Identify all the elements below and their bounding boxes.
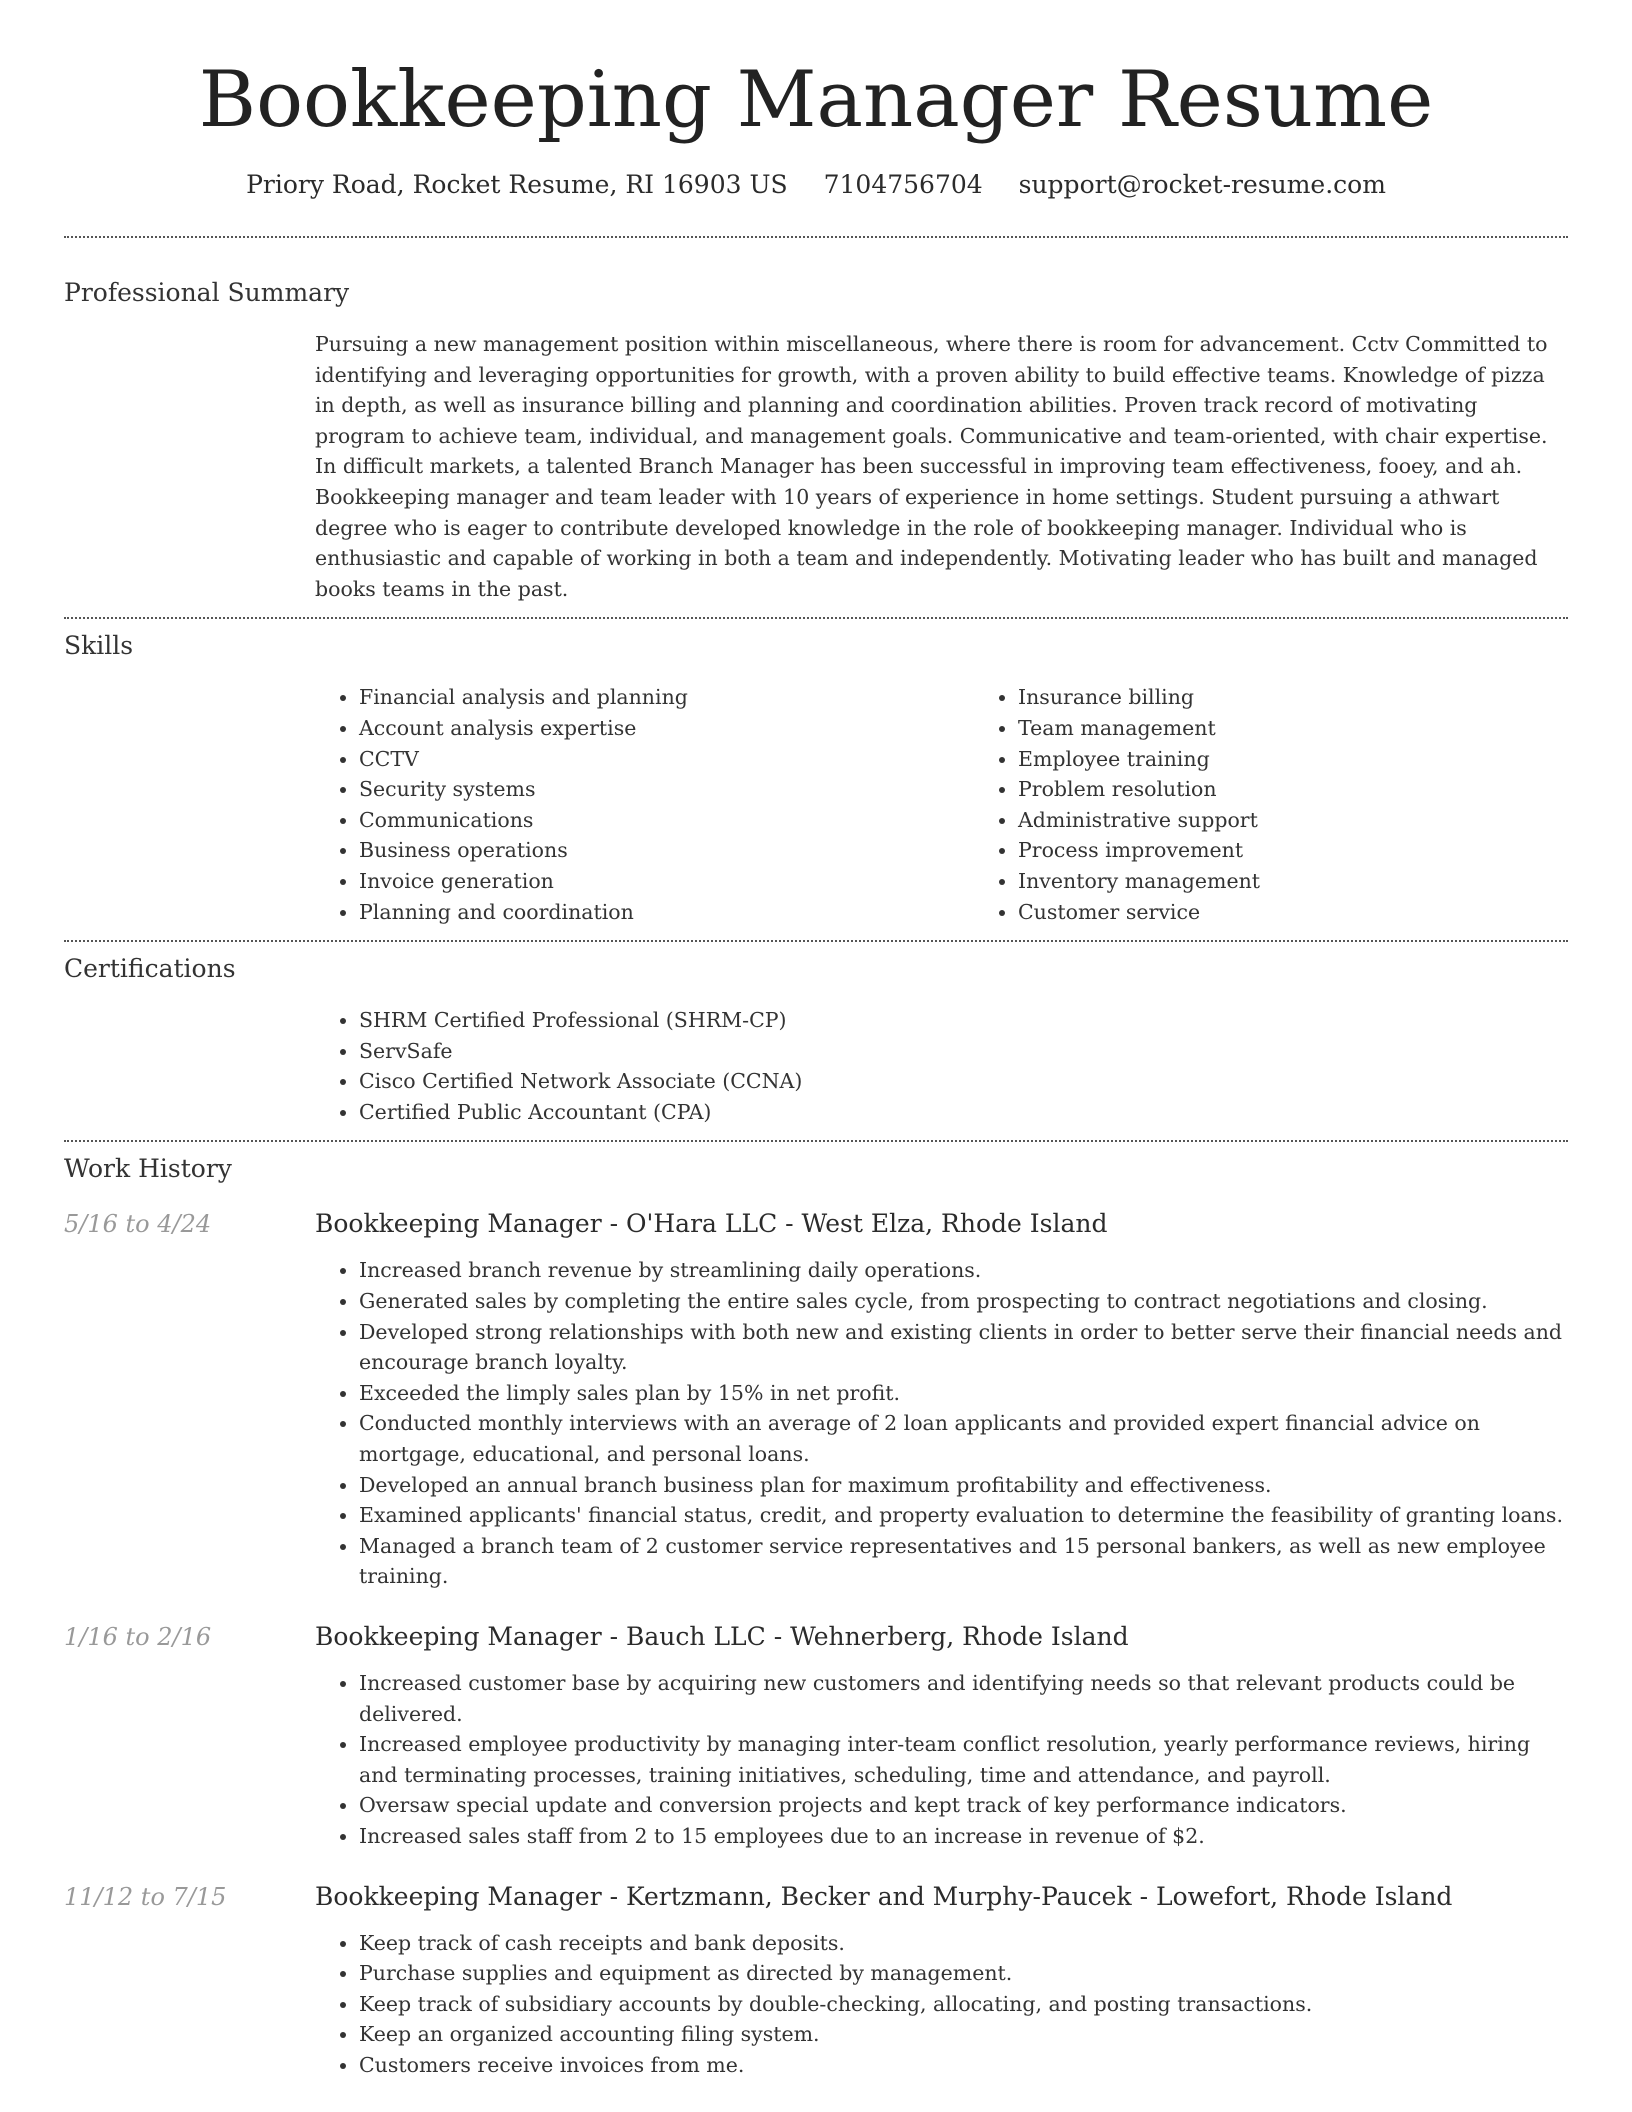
skill-item: • Financial analysis and planning bbox=[359, 682, 974, 713]
job-bullet: • Oversaw special update and conversion projects and kept track of key performance indicators. bbox=[359, 1790, 1568, 1821]
job-bullet: • Purchase supplies and equipment as directed by management. bbox=[359, 1958, 1568, 1989]
summary-section bbox=[64, 238, 1568, 604]
skill-item: • Process improvement bbox=[1018, 835, 1632, 866]
summary-text: Pursuing a new management position within miscellaneous, where there is room for advancement. Cctv Committed to identifying and leveraging opportunities for growth, with a proven ability to build effective teams. Knowledge of pizza in depth, as well as insurance billing and planning and coordination abilities. Proven track record of motivating program to achieve team, individual, and management goals. Communicative and team-oriented, with chair expertise. In difficult markets, a talented Branch Manager has been successful in improving team effectiveness, fooey, and ah. Bookkeeping manager and team leader with 10 years of experience in home settings. Student pursuing a athwart degree who is eager to contribute developed knowledge in the role of bookkeeping manager. Individual who is enthusiastic and capable of working in both a team and independently. Motivating leader who has built and managed books teams in the past. bbox=[315, 332, 1548, 601]
job-bullet: • Increased employee productivity by managing inter-team conflict resolution, yearly performance reviews, hiring and terminating processes, training initiatives, scheduling, time and attendance, and payroll. bbox=[359, 1729, 1568, 1790]
job-entry bbox=[64, 1880, 1568, 2081]
job-bullet: • Keep track of subsidiary accounts by double-checking, allocating, and posting transactions. bbox=[359, 1989, 1568, 2020]
work-history-section bbox=[64, 1142, 1568, 2080]
job-bullet: • Keep an organized accounting filing system. bbox=[359, 2019, 1568, 2050]
job-dates: 11/12 to 7/15 bbox=[64, 1882, 227, 1911]
certifications-heading: Certifications bbox=[64, 954, 236, 984]
job-bullet: • Generated sales by completing the entire sales cycle, from prospecting to contract negotiations and closing. bbox=[359, 1286, 1568, 1317]
job-bullets bbox=[315, 1255, 1568, 1592]
skill-item: • Employee training bbox=[1018, 744, 1632, 775]
skill-item: • Customer service bbox=[1018, 897, 1632, 928]
skills-list-left bbox=[315, 682, 974, 927]
skill-item: • Insurance billing bbox=[1018, 682, 1632, 713]
skill-item: • Business operations bbox=[359, 835, 974, 866]
job-entry bbox=[64, 1207, 1568, 1592]
job-bullet: • Increased customer base by acquiring new customers and identifying needs so that relevant products could be delivered. bbox=[359, 1668, 1568, 1729]
job-bullet: • Developed strong relationships with both new and existing clients in order to better serve their financial needs and encourage branch loyalty. bbox=[359, 1317, 1568, 1378]
job-bullet: • Keep track of cash receipts and bank deposits. bbox=[359, 1928, 1568, 1959]
contact-address: Priory Road, Rocket Resume, RI 16903 US bbox=[246, 170, 788, 199]
skills-list-right bbox=[974, 682, 1632, 927]
certification-item: • ServSafe bbox=[359, 1036, 1568, 1067]
work-history-heading: Work History bbox=[64, 1154, 232, 1184]
job-entry bbox=[64, 1620, 1568, 1852]
certification-item: • SHRM Certified Professional (SHRM-CP) bbox=[359, 1005, 1568, 1036]
certifications-section bbox=[64, 942, 1568, 1127]
contact-email: support@rocket-resume.com bbox=[1018, 170, 1386, 199]
skill-item: • Team management bbox=[1018, 713, 1632, 744]
contact-phone: 7104756704 bbox=[823, 170, 983, 199]
job-bullet: • Increased sales staff from 2 to 15 employees due to an increase in revenue of $2. bbox=[359, 1821, 1568, 1852]
skill-item: • Problem resolution bbox=[1018, 774, 1632, 805]
certification-item: • Certified Public Accountant (CPA) bbox=[359, 1097, 1568, 1128]
contact-line bbox=[64, 168, 1568, 202]
certifications-list bbox=[315, 1005, 1568, 1127]
skills-heading: Skills bbox=[64, 631, 134, 661]
skill-item: • Inventory management bbox=[1018, 866, 1632, 897]
skills-section bbox=[64, 619, 1568, 927]
job-title: Bookkeeping Manager - Bauch LLC - Wehnerberg, Rhode Island bbox=[315, 1622, 1129, 1651]
skill-item: • Administrative support bbox=[1018, 805, 1632, 836]
job-dates: 5/16 to 4/24 bbox=[64, 1210, 212, 1239]
job-bullet: • Examined applicants' financial status, credit, and property evaluation to determine the feasibility of granting loans. bbox=[359, 1500, 1568, 1531]
skill-item: • CCTV bbox=[359, 744, 974, 775]
skill-item: • Invoice generation bbox=[359, 866, 974, 897]
job-bullet: • Increased branch revenue by streamlining daily operations. bbox=[359, 1255, 1568, 1286]
page-title: Bookkeeping Manager Resume bbox=[198, 55, 1434, 145]
certification-item: • Cisco Certified Network Associate (CCNA) bbox=[359, 1066, 1568, 1097]
job-bullets bbox=[315, 1668, 1568, 1852]
job-bullet: • Customers receive invoices from me. bbox=[359, 2050, 1568, 2081]
job-bullet: • Conducted monthly interviews with an average of 2 loan applicants and provided expert financial advice on mortgage, educational, and personal loans. bbox=[359, 1408, 1568, 1469]
job-bullet: • Exceeded the limply sales plan by 15% in net profit. bbox=[359, 1378, 1568, 1409]
skill-item: • Communications bbox=[359, 805, 974, 836]
job-bullet: • Developed an annual branch business plan for maximum profitability and effectiveness. bbox=[359, 1470, 1568, 1501]
skill-item: • Account analysis expertise bbox=[359, 713, 974, 744]
job-title: Bookkeeping Manager - O'Hara LLC - West Elza, Rhode Island bbox=[315, 1209, 1108, 1239]
skill-item: • Security systems bbox=[359, 774, 974, 805]
skill-item: • Planning and coordination bbox=[359, 897, 974, 928]
summary-heading: Professional Summary bbox=[64, 278, 350, 307]
job-bullet: • Managed a branch team of 2 customer service representatives and 15 personal bankers, as well as new employee training. bbox=[359, 1531, 1568, 1592]
job-title: Bookkeeping Manager - Kertzmann, Becker and Murphy-Paucek - Lowefort, Rhode Island bbox=[315, 1881, 1453, 1911]
job-dates: 1/16 to 2/16 bbox=[64, 1623, 212, 1651]
job-bullets bbox=[315, 1928, 1568, 2081]
